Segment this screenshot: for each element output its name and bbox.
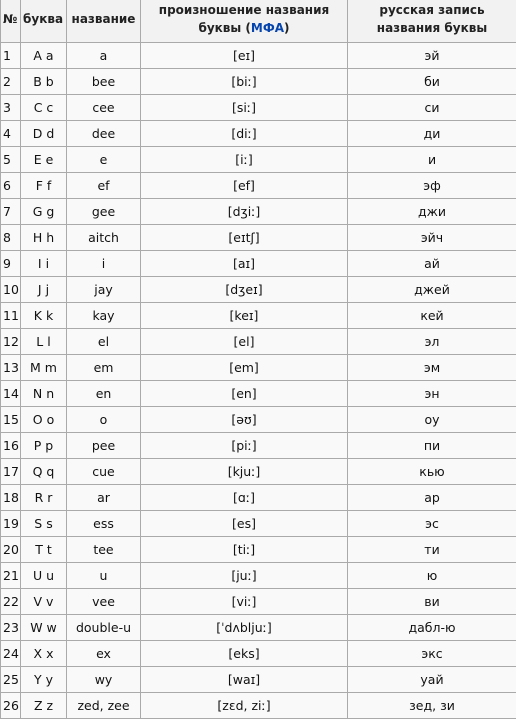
letter-cell: T t bbox=[21, 537, 67, 563]
russian-cell: ди bbox=[348, 121, 516, 147]
ipa-cell: [ˈdʌbljuː] bbox=[141, 615, 348, 641]
ipa-cell: [juː] bbox=[141, 563, 348, 589]
letter-name-cell: e bbox=[67, 147, 141, 173]
ipa-cell: [əʊ] bbox=[141, 407, 348, 433]
table-row bbox=[1, 303, 516, 329]
letter-cell: J j bbox=[21, 277, 67, 303]
russian-cell: ю bbox=[348, 563, 516, 589]
table-row bbox=[1, 329, 516, 355]
russian-cell: эл bbox=[348, 329, 516, 355]
ipa-cell: [en] bbox=[141, 381, 348, 407]
ipa-cell: [viː] bbox=[141, 589, 348, 615]
letter-cell: S s bbox=[21, 511, 67, 537]
letter-cell: V v bbox=[21, 589, 67, 615]
ipa-link[interactable]: МФА bbox=[251, 21, 284, 35]
russian-cell: эй bbox=[348, 43, 516, 69]
letter-name-cell: cue bbox=[67, 459, 141, 485]
table-row bbox=[1, 459, 516, 485]
letter-cell: R r bbox=[21, 485, 67, 511]
ipa-cell: [keɪ] bbox=[141, 303, 348, 329]
letter-cell: X x bbox=[21, 641, 67, 667]
letter-name-cell: kay bbox=[67, 303, 141, 329]
russian-cell: ви bbox=[348, 589, 516, 615]
header-letter: буква bbox=[21, 0, 67, 43]
ipa-cell: [diː] bbox=[141, 121, 348, 147]
ipa-cell: [biː] bbox=[141, 69, 348, 95]
table-row bbox=[1, 69, 516, 95]
header-pronunciation-suffix: ) bbox=[284, 21, 289, 35]
ipa-cell: [eks] bbox=[141, 641, 348, 667]
row-number: 16 bbox=[1, 433, 21, 459]
russian-cell: кей bbox=[348, 303, 516, 329]
letter-cell: H h bbox=[21, 225, 67, 251]
table-row bbox=[1, 433, 516, 459]
row-number: 4 bbox=[1, 121, 21, 147]
letter-name-cell: dee bbox=[67, 121, 141, 147]
table-row bbox=[1, 537, 516, 563]
russian-cell: ай bbox=[348, 251, 516, 277]
row-number: 23 bbox=[1, 615, 21, 641]
header-russian bbox=[348, 0, 516, 43]
header-pronunciation-text: произношение названия буквы ( bbox=[159, 3, 329, 35]
letter-name-cell: zed, zee bbox=[67, 693, 141, 719]
header-num: № bbox=[1, 0, 21, 43]
letter-name-cell: gee bbox=[67, 199, 141, 225]
letter-name-cell: el bbox=[67, 329, 141, 355]
letter-cell: I i bbox=[21, 251, 67, 277]
ipa-cell: [ef] bbox=[141, 173, 348, 199]
russian-cell: экс bbox=[348, 641, 516, 667]
russian-cell: кью bbox=[348, 459, 516, 485]
letter-name-cell: vee bbox=[67, 589, 141, 615]
letter-name-cell: em bbox=[67, 355, 141, 381]
ipa-cell: [waɪ] bbox=[141, 667, 348, 693]
header-pronunciation bbox=[141, 0, 348, 43]
russian-cell: эм bbox=[348, 355, 516, 381]
table-row bbox=[1, 381, 516, 407]
letter-cell: L l bbox=[21, 329, 67, 355]
row-number: 25 bbox=[1, 667, 21, 693]
row-number: 2 bbox=[1, 69, 21, 95]
ipa-cell: [dʒeɪ] bbox=[141, 277, 348, 303]
row-number: 10 bbox=[1, 277, 21, 303]
letter-cell: A a bbox=[21, 43, 67, 69]
table-row bbox=[1, 485, 516, 511]
table-row bbox=[1, 693, 516, 719]
row-number: 26 bbox=[1, 693, 21, 719]
table-body bbox=[1, 43, 516, 719]
russian-cell: эс bbox=[348, 511, 516, 537]
table-header bbox=[1, 0, 516, 43]
letter-name-cell: pee bbox=[67, 433, 141, 459]
russian-cell: джи bbox=[348, 199, 516, 225]
row-number: 15 bbox=[1, 407, 21, 433]
ipa-cell: [tiː] bbox=[141, 537, 348, 563]
letter-name-cell: bee bbox=[67, 69, 141, 95]
russian-cell: ар bbox=[348, 485, 516, 511]
letter-name-cell: aitch bbox=[67, 225, 141, 251]
russian-cell: оу bbox=[348, 407, 516, 433]
row-number: 11 bbox=[1, 303, 21, 329]
table-row bbox=[1, 251, 516, 277]
ipa-cell: [piː] bbox=[141, 433, 348, 459]
russian-cell: и bbox=[348, 147, 516, 173]
letter-name-cell: tee bbox=[67, 537, 141, 563]
letter-cell: Z z bbox=[21, 693, 67, 719]
letter-cell: M m bbox=[21, 355, 67, 381]
ipa-cell: [em] bbox=[141, 355, 348, 381]
row-number: 20 bbox=[1, 537, 21, 563]
letter-name-cell: double-u bbox=[67, 615, 141, 641]
table-row bbox=[1, 641, 516, 667]
letter-name-cell: jay bbox=[67, 277, 141, 303]
letter-cell: N n bbox=[21, 381, 67, 407]
letter-name-cell: wy bbox=[67, 667, 141, 693]
russian-cell: эф bbox=[348, 173, 516, 199]
row-number: 21 bbox=[1, 563, 21, 589]
russian-cell: эйч bbox=[348, 225, 516, 251]
row-number: 24 bbox=[1, 641, 21, 667]
ipa-cell: [eɪ] bbox=[141, 43, 348, 69]
row-number: 22 bbox=[1, 589, 21, 615]
row-number: 17 bbox=[1, 459, 21, 485]
letter-name-cell: a bbox=[67, 43, 141, 69]
row-number: 19 bbox=[1, 511, 21, 537]
letter-cell: P p bbox=[21, 433, 67, 459]
header-russian-text: русская запись названия буквы bbox=[348, 1, 516, 37]
header-name: название bbox=[67, 0, 141, 43]
letter-name-cell: cee bbox=[67, 95, 141, 121]
letter-cell: O o bbox=[21, 407, 67, 433]
table-row bbox=[1, 667, 516, 693]
letter-cell: Q q bbox=[21, 459, 67, 485]
table-row bbox=[1, 147, 516, 173]
russian-cell: дабл-ю bbox=[348, 615, 516, 641]
letter-name-cell: en bbox=[67, 381, 141, 407]
ipa-cell: [zɛd, ziː] bbox=[141, 693, 348, 719]
letter-cell: Y y bbox=[21, 667, 67, 693]
russian-cell: уай bbox=[348, 667, 516, 693]
ipa-cell: [kjuː] bbox=[141, 459, 348, 485]
header-row bbox=[1, 0, 516, 43]
table-row bbox=[1, 199, 516, 225]
letter-cell: W w bbox=[21, 615, 67, 641]
table-row bbox=[1, 95, 516, 121]
table-row bbox=[1, 615, 516, 641]
letter-cell: K k bbox=[21, 303, 67, 329]
russian-cell: эн bbox=[348, 381, 516, 407]
row-number: 13 bbox=[1, 355, 21, 381]
table-row bbox=[1, 355, 516, 381]
russian-cell: зед, зи bbox=[348, 693, 516, 719]
table-row bbox=[1, 511, 516, 537]
row-number: 8 bbox=[1, 225, 21, 251]
russian-cell: ти bbox=[348, 537, 516, 563]
table-row bbox=[1, 121, 516, 147]
ipa-cell: [ɑː] bbox=[141, 485, 348, 511]
letter-cell: D d bbox=[21, 121, 67, 147]
letter-name-cell: ar bbox=[67, 485, 141, 511]
letter-name-cell: ess bbox=[67, 511, 141, 537]
letter-cell: B b bbox=[21, 69, 67, 95]
russian-cell: си bbox=[348, 95, 516, 121]
ipa-cell: [es] bbox=[141, 511, 348, 537]
table-row bbox=[1, 277, 516, 303]
ipa-cell: [aɪ] bbox=[141, 251, 348, 277]
ipa-cell: [siː] bbox=[141, 95, 348, 121]
letter-name-cell: u bbox=[67, 563, 141, 589]
letter-cell: U u bbox=[21, 563, 67, 589]
row-number: 3 bbox=[1, 95, 21, 121]
russian-cell: пи bbox=[348, 433, 516, 459]
row-number: 6 bbox=[1, 173, 21, 199]
table-row bbox=[1, 173, 516, 199]
letter-cell: C c bbox=[21, 95, 67, 121]
letter-cell: F f bbox=[21, 173, 67, 199]
table-row bbox=[1, 407, 516, 433]
row-number: 5 bbox=[1, 147, 21, 173]
table-row bbox=[1, 589, 516, 615]
letter-name-cell: o bbox=[67, 407, 141, 433]
russian-cell: би bbox=[348, 69, 516, 95]
ipa-cell: [el] bbox=[141, 329, 348, 355]
table-row bbox=[1, 563, 516, 589]
letter-cell: E e bbox=[21, 147, 67, 173]
row-number: 1 bbox=[1, 43, 21, 69]
table-row bbox=[1, 225, 516, 251]
letter-name-cell: i bbox=[67, 251, 141, 277]
row-number: 7 bbox=[1, 199, 21, 225]
ipa-cell: [dʒiː] bbox=[141, 199, 348, 225]
ipa-cell: [eɪtʃ] bbox=[141, 225, 348, 251]
letter-cell: G g bbox=[21, 199, 67, 225]
row-number: 12 bbox=[1, 329, 21, 355]
row-number: 9 bbox=[1, 251, 21, 277]
table-row bbox=[1, 43, 516, 69]
russian-cell: джей bbox=[348, 277, 516, 303]
letter-name-cell: ef bbox=[67, 173, 141, 199]
row-number: 14 bbox=[1, 381, 21, 407]
letter-name-cell: ex bbox=[67, 641, 141, 667]
ipa-cell: [iː] bbox=[141, 147, 348, 173]
row-number: 18 bbox=[1, 485, 21, 511]
